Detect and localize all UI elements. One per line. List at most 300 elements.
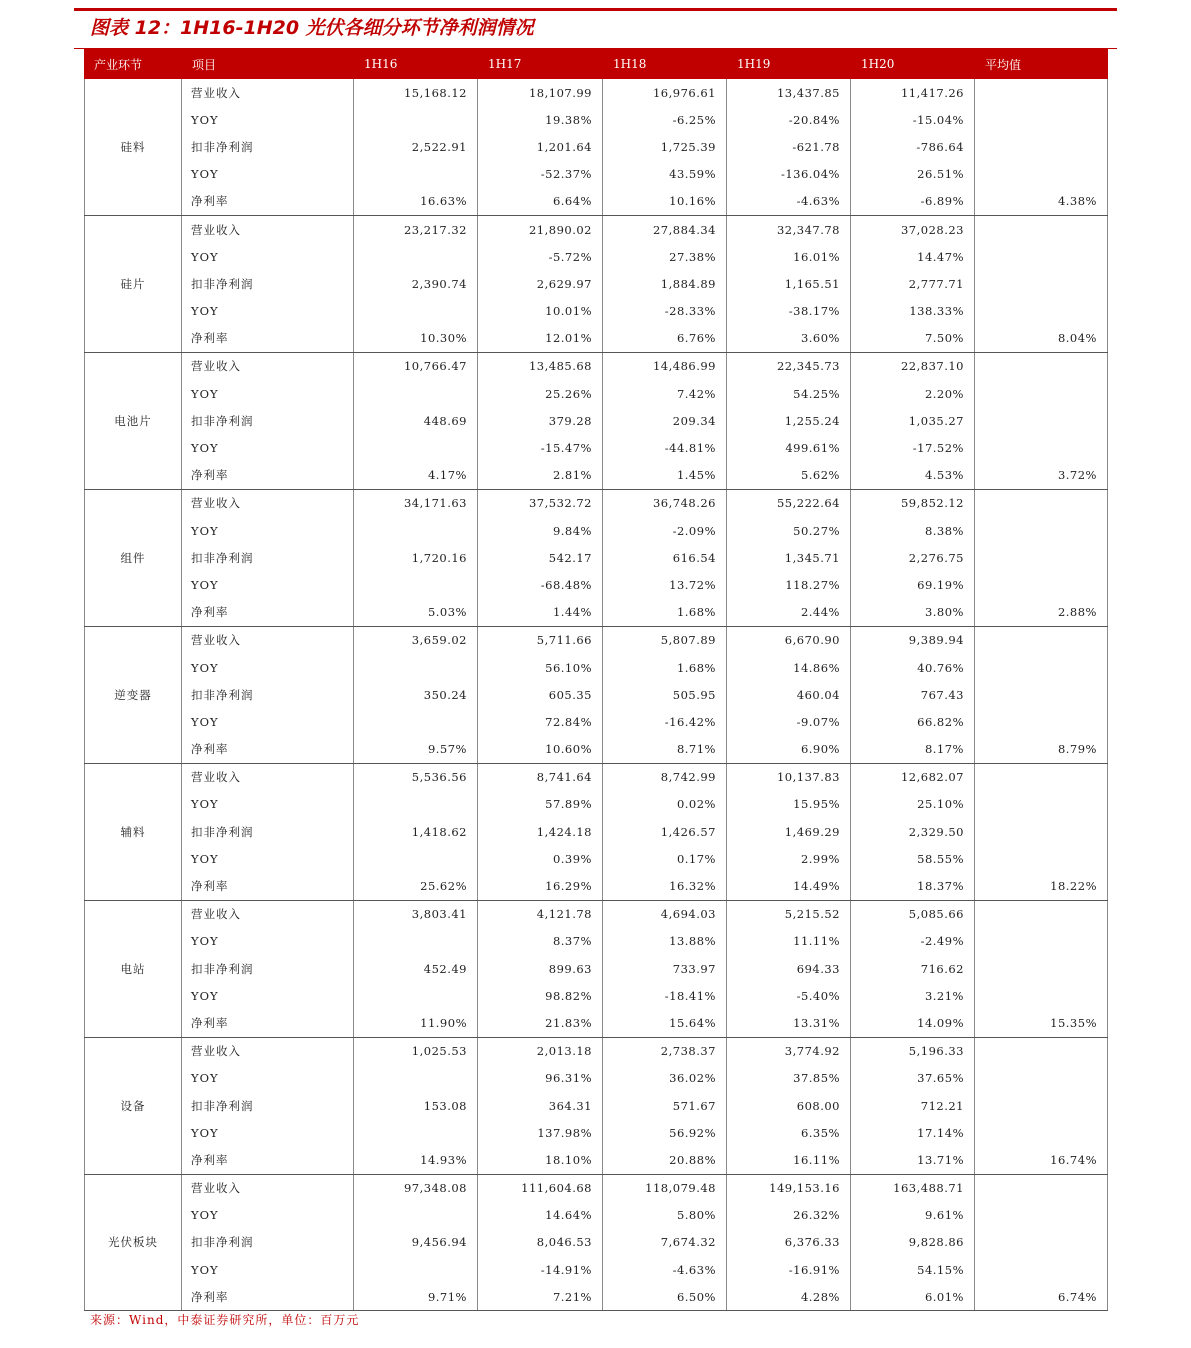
value-cell: 4.17% [354,462,478,490]
value-cell: 15.95% [727,791,851,818]
average-cell [975,298,1108,325]
value-cell [354,1119,478,1146]
value-cell: 1,884.89 [603,270,727,297]
table-row [85,791,1108,818]
table-row [85,1037,1108,1065]
segment-cell: 逆变器 [85,626,182,763]
item-cell: YOY [182,1119,354,1146]
page-title: 图表 12：1H16-1H20 光伏各细分环节净利润情况 [90,17,534,39]
value-cell: 37.85% [727,1065,851,1092]
value-cell: 694.33 [727,955,851,982]
value-cell: 37,028.23 [851,215,975,243]
value-cell: 6.90% [727,736,851,764]
value-cell: 1,418.62 [354,818,478,845]
value-cell: 10,137.83 [727,763,851,791]
value-cell: 7.42% [603,380,727,407]
value-cell: 5,711.66 [478,626,603,654]
average-cell [975,955,1108,982]
value-cell: 13.71% [851,1146,975,1174]
value-cell: 605.35 [478,681,603,708]
item-cell: 净利率 [182,188,354,216]
item-cell: 净利率 [182,736,354,764]
value-cell: 10.01% [478,298,603,325]
average-cell [975,571,1108,598]
average-cell [975,79,1108,107]
value-cell: 6.76% [603,325,727,353]
value-cell [354,928,478,955]
value-cell: 6.64% [478,188,603,216]
average-cell [975,1119,1108,1146]
value-cell: 16.63% [354,188,478,216]
value-cell [354,434,478,461]
table-row [85,462,1108,490]
value-cell: -28.33% [603,298,727,325]
value-cell: 25.62% [354,872,478,900]
item-cell: YOY [182,791,354,818]
table-row [85,133,1108,160]
table-row [85,763,1108,791]
value-cell: 448.69 [354,407,478,434]
table-row [85,1119,1108,1146]
value-cell: -15.04% [851,106,975,133]
value-cell: 36.02% [603,1065,727,1092]
value-cell: 16.29% [478,872,603,900]
header-cell-1h17: 1H17 [478,50,603,79]
item-cell: 营业收入 [182,1174,354,1202]
value-cell: 6.50% [603,1283,727,1311]
value-cell: 21,890.02 [478,215,603,243]
value-cell: 4.28% [727,1283,851,1311]
value-cell: 137.98% [478,1119,603,1146]
value-cell: 2,777.71 [851,270,975,297]
value-cell: 1,345.71 [727,544,851,571]
value-cell: 9,389.94 [851,626,975,654]
value-cell: 17.14% [851,1119,975,1146]
average-cell [975,928,1108,955]
table-row [85,626,1108,654]
value-cell [354,517,478,544]
value-cell: 5,536.56 [354,763,478,791]
value-cell: -52.37% [478,161,603,188]
value-cell: 5,807.89 [603,626,727,654]
segment-cell: 光伏板块 [85,1174,182,1311]
value-cell: 57.89% [478,791,603,818]
value-cell: 14.09% [851,1009,975,1037]
value-cell: 10.60% [478,736,603,764]
value-cell: -16.91% [727,1256,851,1283]
average-cell [975,708,1108,735]
table-row [85,489,1108,517]
value-cell: 3,803.41 [354,900,478,928]
value-cell: 149,153.16 [727,1174,851,1202]
item-cell: 扣非净利润 [182,818,354,845]
item-cell: 扣非净利润 [182,407,354,434]
item-cell: 营业收入 [182,352,354,380]
table-row [85,79,1108,107]
value-cell [354,298,478,325]
average-cell [975,1174,1108,1202]
table-row [85,1146,1108,1174]
value-cell [354,654,478,681]
average-cell: 15.35% [975,1009,1108,1037]
value-cell: 733.97 [603,955,727,982]
value-cell: 22,837.10 [851,352,975,380]
value-cell: 10,766.47 [354,352,478,380]
value-cell: 460.04 [727,681,851,708]
item-cell: YOY [182,434,354,461]
table-row [85,352,1108,380]
value-cell: 5,215.52 [727,900,851,928]
item-cell: YOY [182,106,354,133]
value-cell: 3.21% [851,982,975,1009]
value-cell: 153.08 [354,1092,478,1119]
segment-cell: 电池片 [85,352,182,489]
item-cell: 净利率 [182,1146,354,1174]
value-cell: -4.63% [727,188,851,216]
value-cell: 1,165.51 [727,270,851,297]
item-cell: YOY [182,928,354,955]
value-cell: 1.44% [478,599,603,627]
table-row [85,434,1108,461]
value-cell: -2.49% [851,928,975,955]
value-cell: -15.47% [478,434,603,461]
value-cell: 14.64% [478,1202,603,1229]
table-row [85,106,1108,133]
value-cell: 9.84% [478,517,603,544]
item-cell: 营业收入 [182,626,354,654]
table-row [85,1174,1108,1202]
value-cell: 54.25% [727,380,851,407]
value-cell: 72.84% [478,708,603,735]
value-cell: 26.51% [851,161,975,188]
value-cell: 13,485.68 [478,352,603,380]
value-cell [354,982,478,1009]
value-cell: 1,469.29 [727,818,851,845]
value-cell: 3.80% [851,599,975,627]
header-cell-item: 项目 [182,50,354,79]
average-cell [975,270,1108,297]
item-cell: 扣非净利润 [182,955,354,982]
item-cell: 扣非净利润 [182,270,354,297]
value-cell: 55,222.64 [727,489,851,517]
value-cell: 25.10% [851,791,975,818]
value-cell: 716.62 [851,955,975,982]
value-cell: 1,424.18 [478,818,603,845]
value-cell: 9.61% [851,1202,975,1229]
value-cell: 452.49 [354,955,478,982]
value-cell: 4.53% [851,462,975,490]
table-row [85,681,1108,708]
table-row [85,654,1108,681]
item-cell: 净利率 [182,325,354,353]
average-cell [975,380,1108,407]
value-cell: 2,629.97 [478,270,603,297]
value-cell: 2.20% [851,380,975,407]
value-cell: 27,884.34 [603,215,727,243]
value-cell: -6.25% [603,106,727,133]
value-cell: -38.17% [727,298,851,325]
table-row [85,818,1108,845]
value-cell [354,1202,478,1229]
table-row [85,1065,1108,1092]
table-row [85,325,1108,353]
item-cell: 营业收入 [182,763,354,791]
value-cell: 1,725.39 [603,133,727,160]
average-cell [975,434,1108,461]
average-cell [975,161,1108,188]
value-cell: 25.26% [478,380,603,407]
value-cell: 8.38% [851,517,975,544]
value-cell: 767.43 [851,681,975,708]
value-cell [354,845,478,872]
average-cell [975,626,1108,654]
value-cell: 5,085.66 [851,900,975,928]
header-cell-average: 平均值 [975,50,1108,79]
value-cell: 56.92% [603,1119,727,1146]
item-cell: YOY [182,1256,354,1283]
value-cell: 118.27% [727,571,851,598]
value-cell: 3,659.02 [354,626,478,654]
value-cell: 209.34 [603,407,727,434]
value-cell: 616.54 [603,544,727,571]
item-cell: 扣非净利润 [182,1229,354,1256]
value-cell: 16.11% [727,1146,851,1174]
value-cell: 5.03% [354,599,478,627]
value-cell: -68.48% [478,571,603,598]
value-cell: 13.72% [603,571,727,598]
value-cell: 10.16% [603,188,727,216]
header-cell-1h18: 1H18 [603,50,727,79]
value-cell: 5,196.33 [851,1037,975,1065]
table-row [85,872,1108,900]
value-cell: 0.02% [603,791,727,818]
value-cell: 9.57% [354,736,478,764]
table-row [85,1256,1108,1283]
value-cell: -2.09% [603,517,727,544]
value-cell: 1,255.24 [727,407,851,434]
value-cell: 22,345.73 [727,352,851,380]
average-cell [975,517,1108,544]
value-cell: -17.52% [851,434,975,461]
table-row [85,544,1108,571]
item-cell: 扣非净利润 [182,1092,354,1119]
value-cell: 1.68% [603,599,727,627]
average-cell: 8.79% [975,736,1108,764]
average-cell [975,900,1108,928]
average-cell: 3.72% [975,462,1108,490]
value-cell: 499.61% [727,434,851,461]
value-cell: 13.88% [603,928,727,955]
average-cell [975,544,1108,571]
table-row [85,517,1108,544]
value-cell: 6,376.33 [727,1229,851,1256]
data-table [84,49,1108,1311]
average-cell: 6.74% [975,1283,1108,1311]
value-cell: 1.68% [603,654,727,681]
value-cell: 34,171.63 [354,489,478,517]
table-row [85,599,1108,627]
item-cell: YOY [182,654,354,681]
value-cell: 32,347.78 [727,215,851,243]
value-cell: -136.04% [727,161,851,188]
segment-cell: 硅料 [85,79,182,216]
value-cell: 8.71% [603,736,727,764]
value-cell [354,708,478,735]
table-row [85,900,1108,928]
value-cell: 1,201.64 [478,133,603,160]
value-cell: 98.82% [478,982,603,1009]
value-cell: 2,329.50 [851,818,975,845]
item-cell: 净利率 [182,599,354,627]
value-cell: 8.37% [478,928,603,955]
item-cell: YOY [182,1065,354,1092]
value-cell: -4.63% [603,1256,727,1283]
value-cell: 379.28 [478,407,603,434]
table-row [85,215,1108,243]
value-cell: 43.59% [603,161,727,188]
value-cell: 163,488.71 [851,1174,975,1202]
value-cell: 97,348.08 [354,1174,478,1202]
item-cell: YOY [182,380,354,407]
item-cell: YOY [182,845,354,872]
value-cell: 54.15% [851,1256,975,1283]
table-row [85,1283,1108,1311]
value-cell: 11.90% [354,1009,478,1037]
value-cell: 18.10% [478,1146,603,1174]
segment-cell: 辅料 [85,763,182,900]
value-cell: -44.81% [603,434,727,461]
value-cell: -18.41% [603,982,727,1009]
item-cell: 扣非净利润 [182,133,354,160]
table-row [85,955,1108,982]
value-cell: 15.64% [603,1009,727,1037]
average-cell: 18.22% [975,872,1108,900]
item-cell: 净利率 [182,462,354,490]
item-cell: YOY [182,1202,354,1229]
average-cell [975,407,1108,434]
value-cell: 26.32% [727,1202,851,1229]
value-cell: 11,417.26 [851,79,975,107]
item-cell: 净利率 [182,1283,354,1311]
value-cell: 542.17 [478,544,603,571]
value-cell: 16,976.61 [603,79,727,107]
value-cell: 3.60% [727,325,851,353]
value-cell [354,161,478,188]
value-cell: 2.81% [478,462,603,490]
value-cell: 505.95 [603,681,727,708]
value-cell: 1,035.27 [851,407,975,434]
table-row [85,1229,1108,1256]
item-cell: YOY [182,982,354,1009]
value-cell: 1,720.16 [354,544,478,571]
item-cell: 营业收入 [182,215,354,243]
value-cell: 14.49% [727,872,851,900]
value-cell: 2.99% [727,845,851,872]
value-cell: 21.83% [478,1009,603,1037]
average-cell [975,845,1108,872]
value-cell: 18.37% [851,872,975,900]
average-cell [975,818,1108,845]
value-cell: 4,694.03 [603,900,727,928]
value-cell: 2.44% [727,599,851,627]
table-row [85,380,1108,407]
value-cell: 50.27% [727,517,851,544]
value-cell: 7,674.32 [603,1229,727,1256]
segment-cell: 设备 [85,1037,182,1174]
value-cell: 15,168.12 [354,79,478,107]
value-cell: 6.01% [851,1283,975,1311]
value-cell: 9,828.86 [851,1229,975,1256]
value-cell: 20.88% [603,1146,727,1174]
table-row [85,928,1108,955]
table-body [85,79,1108,1311]
value-cell: 6,670.90 [727,626,851,654]
value-cell: 0.39% [478,845,603,872]
value-cell: 364.31 [478,1092,603,1119]
value-cell: 7.50% [851,325,975,353]
average-cell [975,654,1108,681]
item-cell: YOY [182,571,354,598]
value-cell: -6.89% [851,188,975,216]
table-row [85,188,1108,216]
value-cell: -5.72% [478,243,603,270]
average-cell [975,1202,1108,1229]
value-cell: 58.55% [851,845,975,872]
value-cell: 69.19% [851,571,975,598]
item-cell: YOY [182,298,354,325]
value-cell [354,1065,478,1092]
item-cell: YOY [182,708,354,735]
value-cell: 899.63 [478,955,603,982]
table-row [85,298,1108,325]
average-cell [975,1092,1108,1119]
value-cell [354,243,478,270]
value-cell: 37,532.72 [478,489,603,517]
average-cell [975,1256,1108,1283]
value-cell: 10.30% [354,325,478,353]
value-cell: 9.71% [354,1283,478,1311]
value-cell: 4,121.78 [478,900,603,928]
average-cell [975,763,1108,791]
value-cell: 18,107.99 [478,79,603,107]
value-cell: -16.42% [603,708,727,735]
value-cell [354,571,478,598]
value-cell: 96.31% [478,1065,603,1092]
table-row [85,571,1108,598]
value-cell: 1,025.53 [354,1037,478,1065]
item-cell: 营业收入 [182,900,354,928]
value-cell: 2,522.91 [354,133,478,160]
average-cell [975,489,1108,517]
table-row [85,1009,1108,1037]
value-cell: 12,682.07 [851,763,975,791]
table-row [85,845,1108,872]
value-cell: 1,426.57 [603,818,727,845]
item-cell: YOY [182,517,354,544]
value-cell [354,106,478,133]
average-cell [975,1065,1108,1092]
item-cell: YOY [182,243,354,270]
table-row [85,407,1108,434]
source-note: 来源：Wind，中泰证券研究所，单位：百万元 [90,1313,360,1327]
average-cell: 16.74% [975,1146,1108,1174]
value-cell: 8.17% [851,736,975,764]
table-row [85,243,1108,270]
value-cell: 12.01% [478,325,603,353]
value-cell: -786.64 [851,133,975,160]
value-cell: 9,456.94 [354,1229,478,1256]
value-cell: 350.24 [354,681,478,708]
